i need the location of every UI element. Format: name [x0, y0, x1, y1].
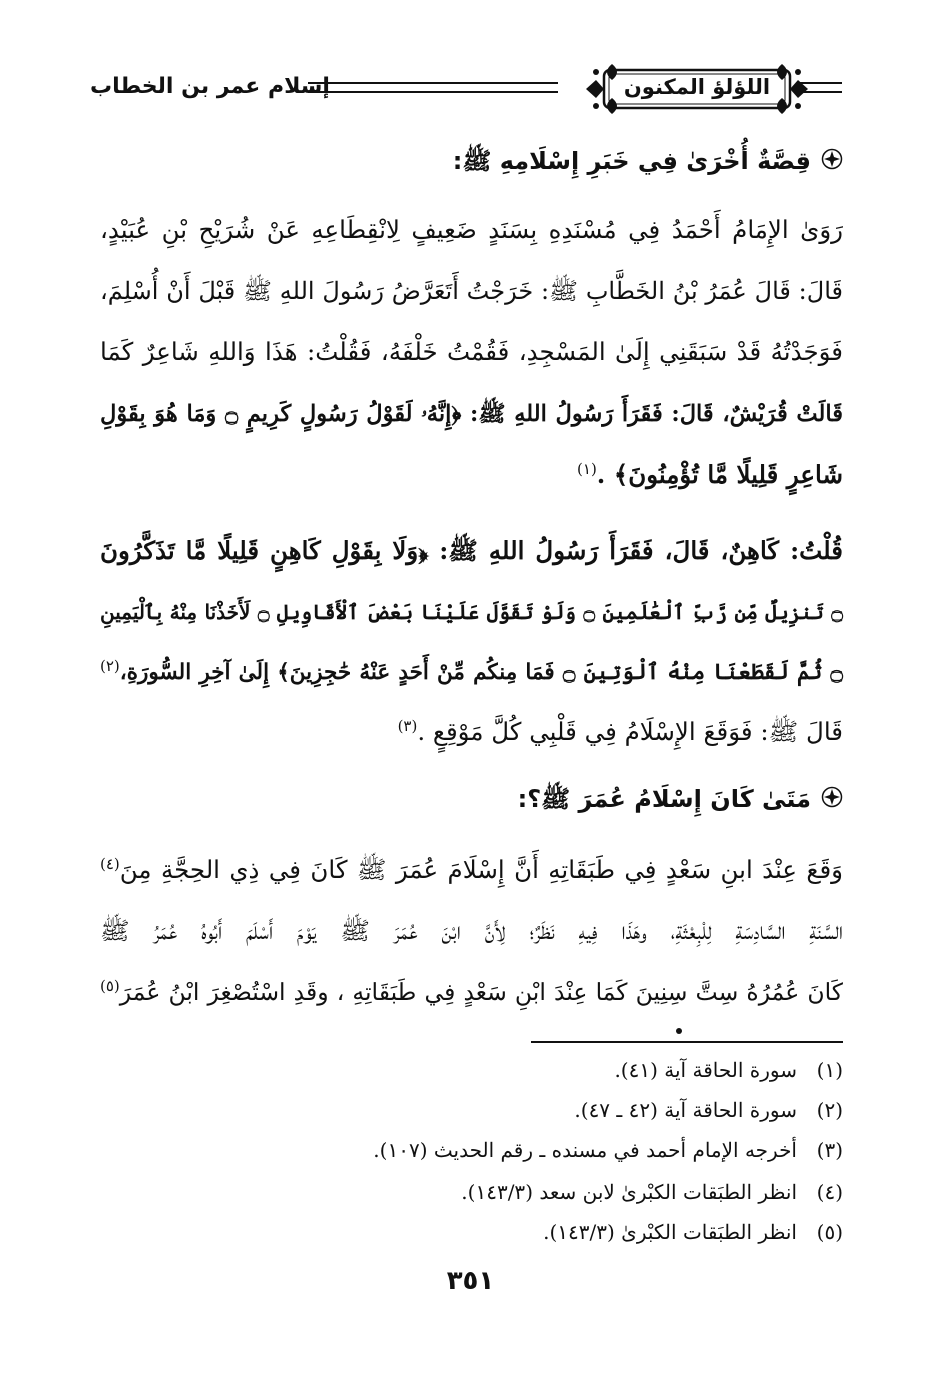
paragraph-line: فَوَجَدْتُهُ قَدْ سَبَقَنِي إِلَىٰ المَسْجِدِ، فَقُمْتُ خَلْفَهُ، فَقُلْتُ: هَذَا وَاللهِ شَاعِرٌ كَمَا	[100, 337, 843, 366]
paragraph-line: قُلْتُ: كَاهِنٌ، قَالَ، فَقَرَأَ رَسُولُ اللهِ ﷺ: ﴿وَلَا بِقَوْلِ كَاهِنٍ قَلِيلًا مَّا تَذَكَّرُونَ	[100, 536, 843, 565]
paragraph-line-last	[100, 459, 843, 491]
footnote-ref: (١)	[577, 459, 597, 478]
section-heading-text: قِصَّةٌ أُخْرَىٰ فِي خَبَرِ إِسْلَامِهِ ﷺ:	[452, 147, 811, 175]
header-rule-left	[308, 82, 558, 93]
running-header	[90, 60, 842, 118]
footnote-ref: (٣)	[397, 716, 418, 735]
quran-verse-text: ۝ ثُمَّ لَقَطَعْنَا مِنْهُ ٱلْوَتِينَ ۝ فَمَا مِنكُم مِّنْ أَحَدٍ عَنْهُ حَٰجِزِينَ﴾ إِلَىٰ آخِرِ السُّورَةِ،	[119, 660, 843, 685]
paragraph-text: وَقَعَ عِنْدَ ابنِ سَعْدٍ فِي طَبَقَاتِهِ أَنَّ إِسْلَامَ عُمَرَ ﷺ كَانَ فِي ذِي الحِجَّةِ مِنَ	[119, 855, 843, 884]
paragraph-line: قَالَتْ قُرَيْشٌ، قَالَ: فَقَرَأَ رَسُولُ اللهِ ﷺ: ﴿إِنَّهُۥ لَقَوْلُ رَسُولٍ كَرِيمٍ ۝ وَمَا هُوَ بِقَوْلِ	[100, 401, 843, 427]
section-heading-text: مَتَىٰ كَانَ إِسْلَامُ عُمَرَ ﷺ؟:	[517, 785, 811, 813]
footnote	[100, 1218, 843, 1246]
footnote-number: (٢)	[816, 1098, 843, 1122]
footnote-separator	[531, 1041, 843, 1043]
paragraph-line	[100, 976, 843, 1008]
paragraph-line	[100, 657, 843, 689]
quran-verse-text: شَاعِرٍ قَلِيلًا مَّا تُؤْمِنُونَ﴾ .	[596, 460, 843, 489]
section-heading	[100, 784, 843, 819]
page-number: ٣٥١	[446, 1266, 495, 1296]
paragraph-line-last	[100, 716, 843, 748]
footnote-ref: (٥)	[100, 977, 120, 996]
footnote-ref: (٤)	[100, 854, 120, 873]
chapter-title: إسلام عمر بن الخطاب	[90, 74, 330, 99]
footnote-text: سورة الحاقة آية (٤١).	[614, 1058, 797, 1082]
footnote	[100, 1096, 843, 1124]
paragraph-line	[100, 854, 843, 886]
footnote-number: (٤)	[816, 1180, 843, 1204]
footnote-text: أخرجه الإمام أحمد في مسنده ـ رقم الحديث (١٠٧).	[373, 1138, 797, 1162]
header-ornament	[582, 62, 812, 116]
footnote-number: (٣)	[816, 1138, 843, 1162]
paragraph-line: السَّنَةِ السَّادِسَةِ لِلْبِعْثَةِ، وهَذَا فِيهِ نَظَرٌ؛ لِأَنَّ ابْنَ عُمَرَ ﷺ يَوْمَ أَسْلَمَ أَبُوهُ عُمَرُ ﷺ	[100, 916, 843, 945]
footnote-text: انظر الطبَقات الكبْرىٰ لابن سعد (١٤٣/٣).	[461, 1180, 797, 1204]
paragraph-line: قَالَ: قَالَ عُمَرُ بْنُ الخَطَّابِ ﷺ: خَرَجْتُ أَتَعَرَّضُ رَسُولَ اللهِ ﷺ قَبْلَ أَنْ أُسْلِمَ،	[100, 277, 843, 305]
footnote-number: (٥)	[816, 1220, 843, 1244]
footnote	[100, 1056, 843, 1084]
footnote	[100, 1136, 843, 1164]
paragraph-line: ۝ تَنزِيلٌ مِّن رَّبِّ ٱلْعَٰلَمِينَ ۝ وَلَوْ تَقَوَّلَ عَلَيْنَا بَعْضَ ٱلْأَقَاوِيلِ ۝ لَأَخَذْنَا مِنْهُ بِٱلْيَمِينِ	[100, 600, 844, 624]
footnote-number: (١)	[816, 1058, 843, 1082]
paragraph-text: كَانَ عُمُرُهُ سِتَّ سِنِينَ كَمَا عِنْدَ ابْنِ سَعْدٍ فِي طَبَقَاتِهِ ، وقَدِ اسْتُصْغِرَ ابْنُ عُمَرَ	[119, 978, 843, 1006]
footnote	[100, 1178, 843, 1206]
flower-bullet-icon	[821, 786, 843, 814]
section-heading	[100, 146, 843, 181]
book-title: اللؤلؤ المكنون	[623, 75, 771, 99]
footnote-text: انظر الطبَقات الكبْرىٰ (١٤٣/٣).	[543, 1220, 797, 1244]
footnote-dot	[676, 1028, 682, 1034]
paragraph-text: قَالَ ﷺ: فَوَقَعَ الإِسْلَامُ فِي قَلْبِي كُلَّ مَوْقِعٍ .	[417, 717, 843, 746]
footnote-ref: (٢)	[100, 656, 120, 675]
flower-bullet-icon	[821, 148, 843, 176]
footnote-text: سورة الحاقة آية (٤٢ ـ ٤٧).	[574, 1098, 797, 1122]
paragraph-line: رَوَىٰ الإِمَامُ أَحْمَدُ فِي مُسْنَدِهِ بِسَنَدٍ ضَعِيفٍ لِانْقِطَاعِهِ عَنْ شُرَيْحِ بْنِ عُبَيْدٍ،	[100, 215, 843, 244]
